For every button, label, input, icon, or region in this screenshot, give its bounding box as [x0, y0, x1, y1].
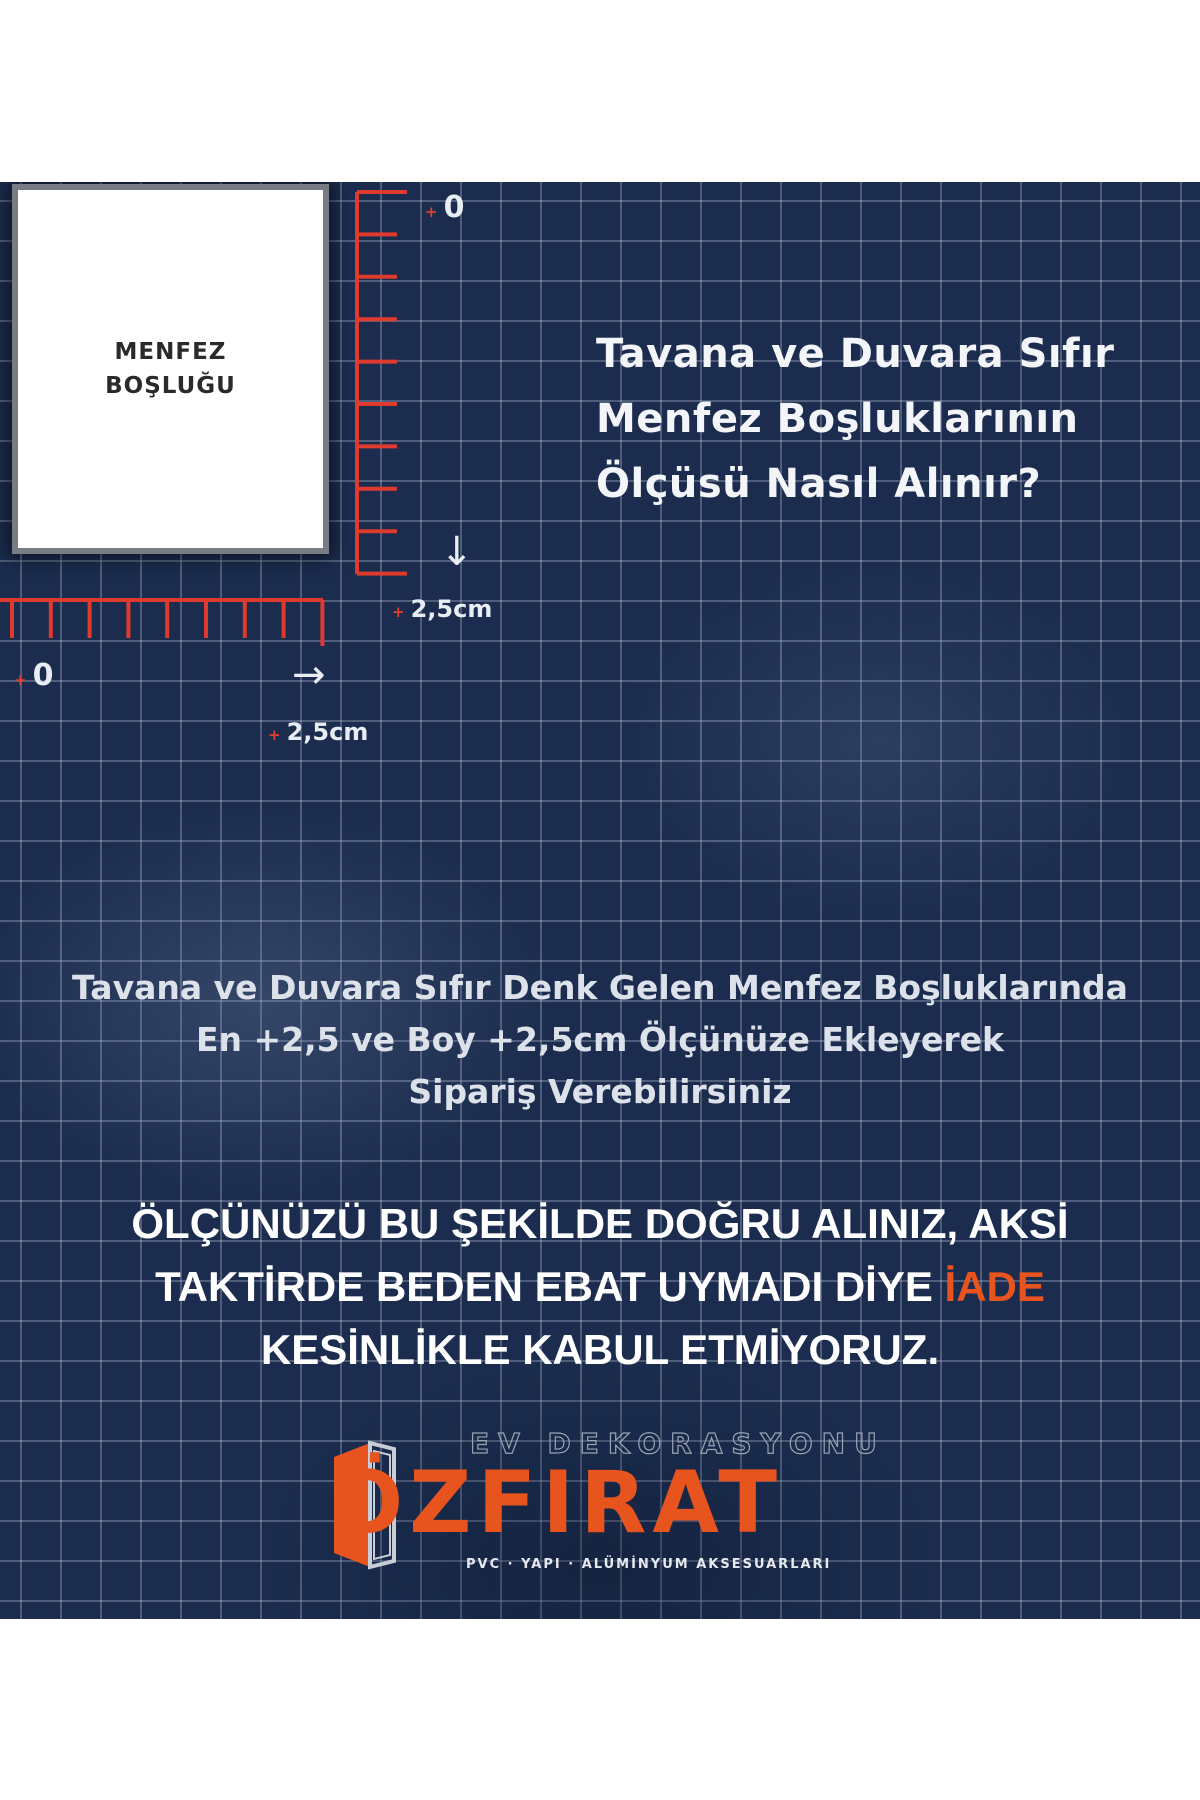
horizontal-ruler — [0, 600, 323, 646]
plus-sign: + — [392, 603, 405, 621]
page-title — [596, 322, 1156, 517]
logo-tagline-bottom: PVC · YAPI · ALÜMİNYUM AKSESUARLARI — [466, 1557, 832, 1572]
plus-sign: + — [14, 671, 27, 689]
title-line-3: Ölçüsü Nasıl Alınır? — [596, 461, 1042, 507]
warning-line-3: KESİNLİKLE KABUL ETMİYORUZ. — [260, 1326, 940, 1373]
arrow-down-icon: ↓ — [440, 529, 474, 575]
instruction-text — [40, 962, 1160, 1118]
return-highlight: İADE — [944, 1263, 1045, 1310]
vent-label-line-1: MENFEZ — [114, 339, 227, 365]
instruction-line-1: Tavana ve Duvara Sıfır Denk Gelen Menfez Boşluklarında — [72, 968, 1128, 1007]
warning-line-1: ÖLÇÜNÜZÜ BU ŞEKİLDE DOĞRU ALINIZ, AKSİ — [131, 1200, 1069, 1247]
logo-tagline-top: EV DEKORASYONU — [470, 1427, 886, 1460]
plus-sign: + — [268, 726, 281, 744]
vertical-ruler — [357, 192, 407, 574]
horizontal-offset-label: + 2,5cm — [268, 718, 369, 746]
instruction-line-3: Sipariş Verebilirsiniz — [408, 1072, 792, 1111]
instruction-line-2: En +2,5 ve Boy +2,5cm Ölçünüze Ekleyerek — [195, 1020, 1005, 1059]
title-line-1: Tavana ve Duvara Sıfır — [596, 331, 1115, 377]
vertical-offset-label: + 2,5cm — [392, 595, 493, 623]
instruction-panel — [0, 182, 1200, 1619]
horizontal-zero-label: + 0 — [14, 658, 54, 693]
title-line-2: Menfez Boşluklarının — [596, 396, 1079, 442]
plus-sign: + — [425, 203, 438, 221]
arrow-right-icon: → — [292, 652, 326, 698]
warning-line-2: TAKTİRDE BEDEN EBAT UYMADI DİYE İADE — [155, 1263, 1045, 1310]
return-policy-warning — [30, 1192, 1170, 1381]
vent-label-line-2: BOŞLUĞU — [105, 373, 236, 399]
brand-logo — [330, 1427, 900, 1597]
vertical-zero-label: + 0 — [425, 190, 465, 225]
logo-brand-name: ÖZFIRAT — [330, 1453, 783, 1553]
